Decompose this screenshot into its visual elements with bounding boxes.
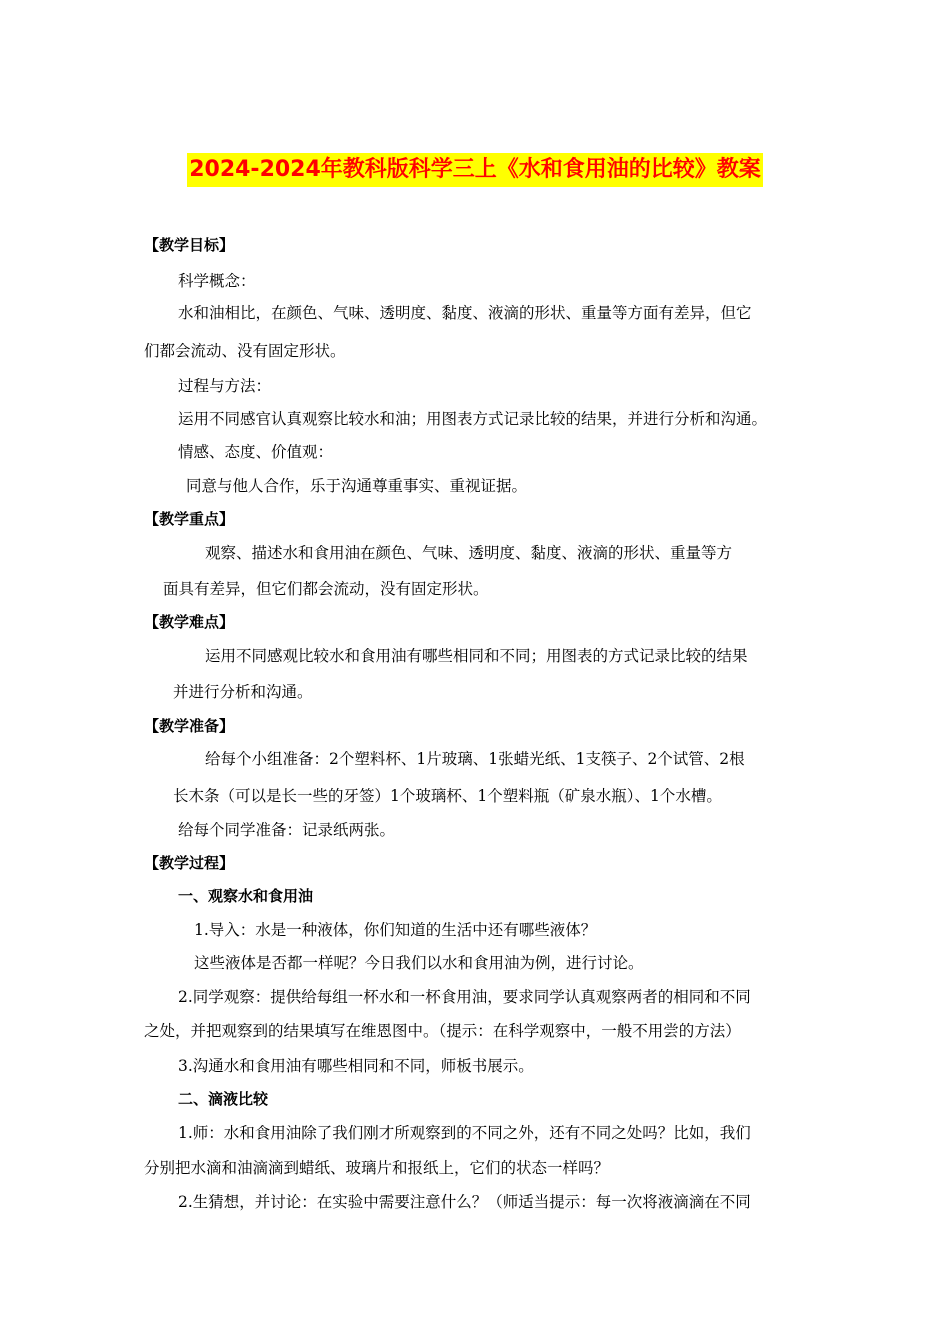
step-1-line-1: 1.导入：水是一种液体，你们知道的生活中还有哪些液体？ [194, 921, 597, 939]
key-points-heading: 【教学重点】 [144, 510, 235, 528]
question-2-line-1: 2.生猜想，并讨论：在实验中需要注意什么？（师适当提示：每一次将液滴滴在不同 [178, 1193, 751, 1211]
title-container [0, 153, 950, 187]
part-two-title: 二、滴液比较 [178, 1090, 269, 1108]
preparation-heading: 【教学准备】 [144, 717, 235, 735]
objectives-heading: 【教学目标】 [144, 236, 235, 254]
attitude-text: 同意与他人合作，乐于沟通尊重事实、重视证据。 [186, 477, 528, 495]
concept-label: 科学概念： [178, 272, 256, 290]
preparation-line-3: 给每个同学准备：记录纸两张。 [178, 821, 396, 839]
step-2-line-1: 2.同学观察：提供给每组一杯水和一杯食用油，要求同学认真观察两者的相同和不同 [178, 988, 751, 1006]
key-points-line-1: 观察、描述水和食用油在颜色、气味、透明度、黏度、液滴的形状、重量等方 [205, 544, 733, 562]
difficulties-line-1: 运用不同感观比较水和食用油有哪些相同和不同；用图表的方式记录比较的结果 [205, 647, 748, 665]
concept-text-line-1: 水和油相比，在颜色、气味、透明度、黏度、液滴的形状、重量等方面有差异，但它 [178, 304, 752, 322]
process-method-label: 过程与方法： [178, 377, 272, 395]
key-points-line-2: 面具有差异，但它们都会流动，没有固定形状。 [163, 580, 489, 598]
step-1-line-2: 这些液体是否都一样呢？今日我们以水和食用油为例，进行讨论。 [194, 954, 644, 972]
preparation-line-2: 长木条（可以是长一些的牙签）1个玻璃杯、1个塑料瓶（矿泉水瓶）、1个水槽。 [173, 787, 722, 805]
step-3-line-1: 3.沟通水和食用油有哪些相同和不同，师板书展示。 [178, 1057, 534, 1075]
part-one-title: 一、观察水和食用油 [178, 887, 314, 905]
attitude-label: 情感、态度、价值观： [178, 443, 334, 461]
step-2-line-2: 之处，并把观察到的结果填写在维恩图中。（提示：在科学观察中，一般不用尝的方法） [144, 1022, 741, 1040]
preparation-line-1: 给每个小组准备：2个塑料杯、1片玻璃、1张蜡光纸、1支筷子、2个试管、2根 [205, 750, 745, 768]
concept-text-line-2: 们都会流动、没有固定形状。 [144, 342, 346, 360]
difficulties-heading: 【教学难点】 [144, 613, 235, 631]
difficulties-line-2: 并进行分析和沟通。 [173, 683, 313, 701]
question-1-line-2: 分别把水滴和油滴滴到蜡纸、玻璃片和报纸上，它们的状态一样吗？ [144, 1159, 610, 1177]
question-1-line-1: 1.师：水和食用油除了我们刚才所观察到的不同之外，还有不同之处吗？比如，我们 [178, 1124, 751, 1142]
process-heading: 【教学过程】 [144, 854, 235, 872]
document-title: 2024-2024年教科版科学三上《水和食用油的比较》教案 [187, 153, 763, 187]
process-method-text: 运用不同感官认真观察比较水和油；用图表方式记录比较的结果，并进行分析和沟通。 [178, 410, 768, 428]
